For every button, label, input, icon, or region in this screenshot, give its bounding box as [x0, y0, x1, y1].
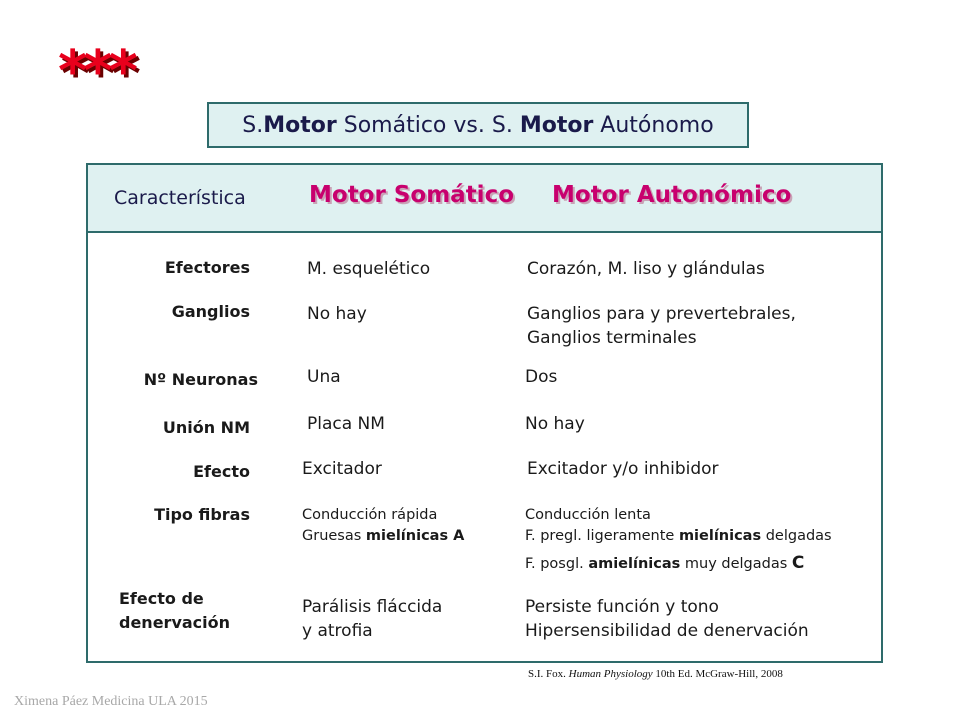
- header-somatic: Motor Somático: [309, 182, 515, 208]
- title-part-bold: Motor: [263, 112, 337, 138]
- cell-autonomic-efecto: Excitador y/o inhibidor: [527, 459, 719, 479]
- label-line: denervación: [119, 613, 231, 632]
- title-part: Autónomo: [593, 112, 714, 138]
- label-line: Efecto de: [119, 589, 204, 608]
- cell-text: F. pregl. ligeramente: [525, 528, 679, 544]
- header-characteristic: Característica: [114, 187, 246, 209]
- cell-somatic-denervacion: [302, 595, 442, 643]
- slide-title: [207, 102, 749, 148]
- cell-text: delgadas: [761, 528, 832, 544]
- cell-text-bold: amielínicas: [588, 556, 681, 572]
- cell-somatic-efectores: M. esquelético: [307, 259, 431, 279]
- cell-text: muy delgadas: [680, 556, 792, 572]
- title-part-bold: Motor: [519, 112, 594, 138]
- title-part: Somático vs. S.: [336, 112, 520, 138]
- title-part: S.: [242, 112, 264, 138]
- cell-text-bold: mielínicas A: [365, 528, 465, 544]
- stars-decoration: ***: [58, 39, 134, 104]
- table-header: [88, 165, 881, 233]
- cell-text-bold: C: [791, 553, 805, 573]
- cell-line: Parálisis fláccida: [302, 597, 443, 617]
- cell-autonomic-denervacion: [525, 595, 809, 643]
- cell-line: [302, 526, 464, 547]
- comparison-table: [86, 163, 883, 663]
- cell-line: Hipersensibilidad de denervación: [525, 621, 809, 641]
- cell-autonomic-efectores: Corazón, M. liso y glándulas: [527, 259, 765, 279]
- row-label-neuronas: Nº Neuronas: [143, 370, 258, 389]
- cell-somatic-fibras: [302, 505, 464, 547]
- cell-line: [525, 526, 832, 547]
- cell-line: Conducción rápida: [302, 507, 438, 523]
- row-label-efectores: Efectores: [164, 258, 250, 277]
- cell-line: Ganglios para y prevertebrales,: [527, 304, 796, 324]
- citation-author: S.I. Fox.: [528, 668, 569, 680]
- citation-rest: 10th Ed. McGraw-Hill, 2008: [652, 668, 783, 680]
- cell-line: Conducción lenta: [525, 507, 651, 523]
- citation: [528, 668, 783, 680]
- row-label-fibras: Tipo fibras: [154, 505, 250, 524]
- cell-somatic-union: Placa NM: [307, 414, 385, 434]
- row-label-denervacion: [119, 587, 230, 635]
- cell-text-bold: mielínicas: [678, 528, 762, 544]
- cell-autonomic-fibras: [525, 505, 832, 575]
- cell-autonomic-neuronas: Dos: [525, 367, 558, 387]
- cell-line: Persiste función y tono: [525, 597, 719, 617]
- cell-autonomic-ganglios: [527, 302, 796, 350]
- row-label-ganglios: Ganglios: [171, 302, 250, 321]
- header-autonomic: Motor Autonómico: [552, 182, 792, 208]
- footer-credit: Ximena Páez Medicina ULA 2015: [14, 694, 208, 709]
- cell-somatic-ganglios: No hay: [307, 304, 367, 324]
- cell-somatic-neuronas: Una: [307, 367, 341, 387]
- cell-somatic-efecto: Excitador: [302, 459, 382, 479]
- cell-text: F. posgl.: [525, 556, 589, 572]
- cell-line: Ganglios terminales: [527, 328, 697, 348]
- cell-line: y atrofia: [302, 621, 373, 641]
- row-label-efecto: Efecto: [193, 462, 250, 481]
- row-label-union: Unión NM: [162, 418, 250, 437]
- cell-text: Gruesas: [302, 528, 366, 544]
- citation-book: Human Physiology: [568, 668, 653, 680]
- cell-line: [525, 553, 832, 575]
- cell-autonomic-union: No hay: [525, 414, 585, 434]
